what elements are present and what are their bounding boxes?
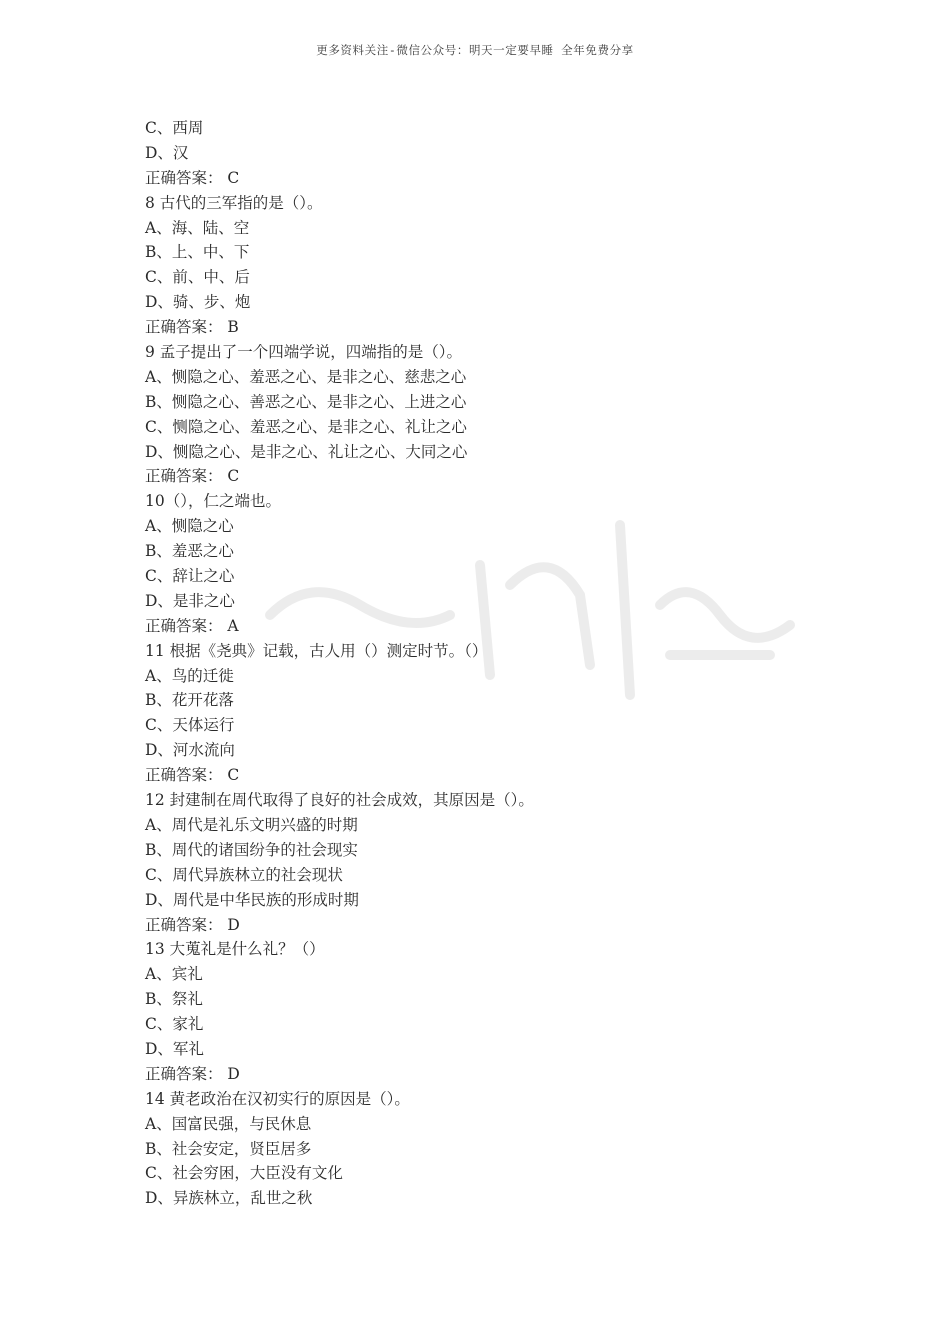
option-line: C、周代异族林立的社会现状 bbox=[145, 865, 343, 884]
option-line: B、祭礼 bbox=[145, 990, 203, 1009]
option-line: A、恻隐之心 bbox=[145, 517, 234, 536]
option-line: D、骑、步、炮 bbox=[145, 293, 251, 312]
option-line: C、西周 bbox=[145, 119, 204, 137]
option-line: D、军礼 bbox=[145, 1039, 204, 1058]
answer-line: 正确答案： A bbox=[145, 616, 239, 635]
answer-line: 正确答案： D bbox=[145, 1064, 240, 1083]
option-line: D、恻隐之心、是非之心、礼让之心、大同之心 bbox=[145, 442, 468, 461]
answer-line: 正确答案： C bbox=[145, 467, 240, 486]
option-line: C、天体运行 bbox=[145, 716, 235, 735]
option-line: C、家礼 bbox=[145, 1015, 204, 1034]
option-line: A、宾礼 bbox=[145, 965, 203, 984]
option-line: B、恻隐之心、善恶之心、是非之心、上进之心 bbox=[145, 392, 467, 411]
option-line: B、羞恶之心 bbox=[145, 542, 234, 561]
question-line: 11 根据《尧典》记载，古人用（）测定时节。（） bbox=[145, 641, 488, 660]
option-line: D、周代是中华民族的形成时期 bbox=[145, 890, 359, 909]
option-line: C、社会穷困，大臣没有文化 bbox=[145, 1164, 343, 1183]
question-line: 13 大蒐礼是什么礼？（） bbox=[145, 940, 325, 959]
option-line: A、周代是礼乐文明兴盛的时期 bbox=[145, 815, 358, 834]
option-line: A、鸟的迁徙 bbox=[145, 666, 234, 685]
option-line: C、辞让之心 bbox=[145, 567, 235, 586]
option-line: D、河水流向 bbox=[145, 741, 235, 760]
question-list bbox=[145, 116, 845, 1211]
answer-line: 正确答案： B bbox=[145, 318, 239, 337]
option-line: D、异族林立，乱世之秋 bbox=[145, 1189, 313, 1208]
question-line: 8 古代的三军指的是（）。 bbox=[145, 193, 323, 212]
question-line: 12 封建制在周代取得了良好的社会成效，其原因是（）。 bbox=[145, 791, 534, 810]
question-line: 14 黄老政治在汉初实行的原因是（）。 bbox=[145, 1089, 410, 1108]
page-header: 更多资料关注-微信公众号：明天一定要早睡 全年免费分享 bbox=[316, 43, 634, 57]
option-line: C、前、中、后 bbox=[145, 268, 250, 287]
option-line: D、是非之心 bbox=[145, 591, 235, 610]
question-line: 9 孟子提出了一个四端学说，四端指的是（）。 bbox=[145, 343, 463, 362]
option-line: A、恻隐之心、羞恶之心、是非之心、慈悲之心 bbox=[145, 367, 467, 386]
answer-line: 正确答案： D bbox=[145, 915, 240, 934]
option-line: C、恻隐之心、羞恶之心、是非之心、礼让之心 bbox=[145, 417, 467, 436]
option-line: B、上、中、下 bbox=[145, 243, 250, 262]
option-line: D、汉 bbox=[145, 143, 189, 162]
answer-line: 正确答案： C bbox=[145, 766, 240, 785]
option-line: B、周代的诸国纷争的社会现实 bbox=[145, 840, 358, 859]
option-line: A、国富民强，与民休息 bbox=[145, 1114, 312, 1133]
option-line: A、海、陆、空 bbox=[145, 218, 250, 237]
answer-line: 正确答案： C bbox=[145, 168, 240, 187]
option-line: B、社会安定，贤臣居多 bbox=[145, 1139, 312, 1158]
question-line: 10（），仁之端也。 bbox=[145, 492, 281, 511]
option-line: B、花开花落 bbox=[145, 691, 234, 710]
